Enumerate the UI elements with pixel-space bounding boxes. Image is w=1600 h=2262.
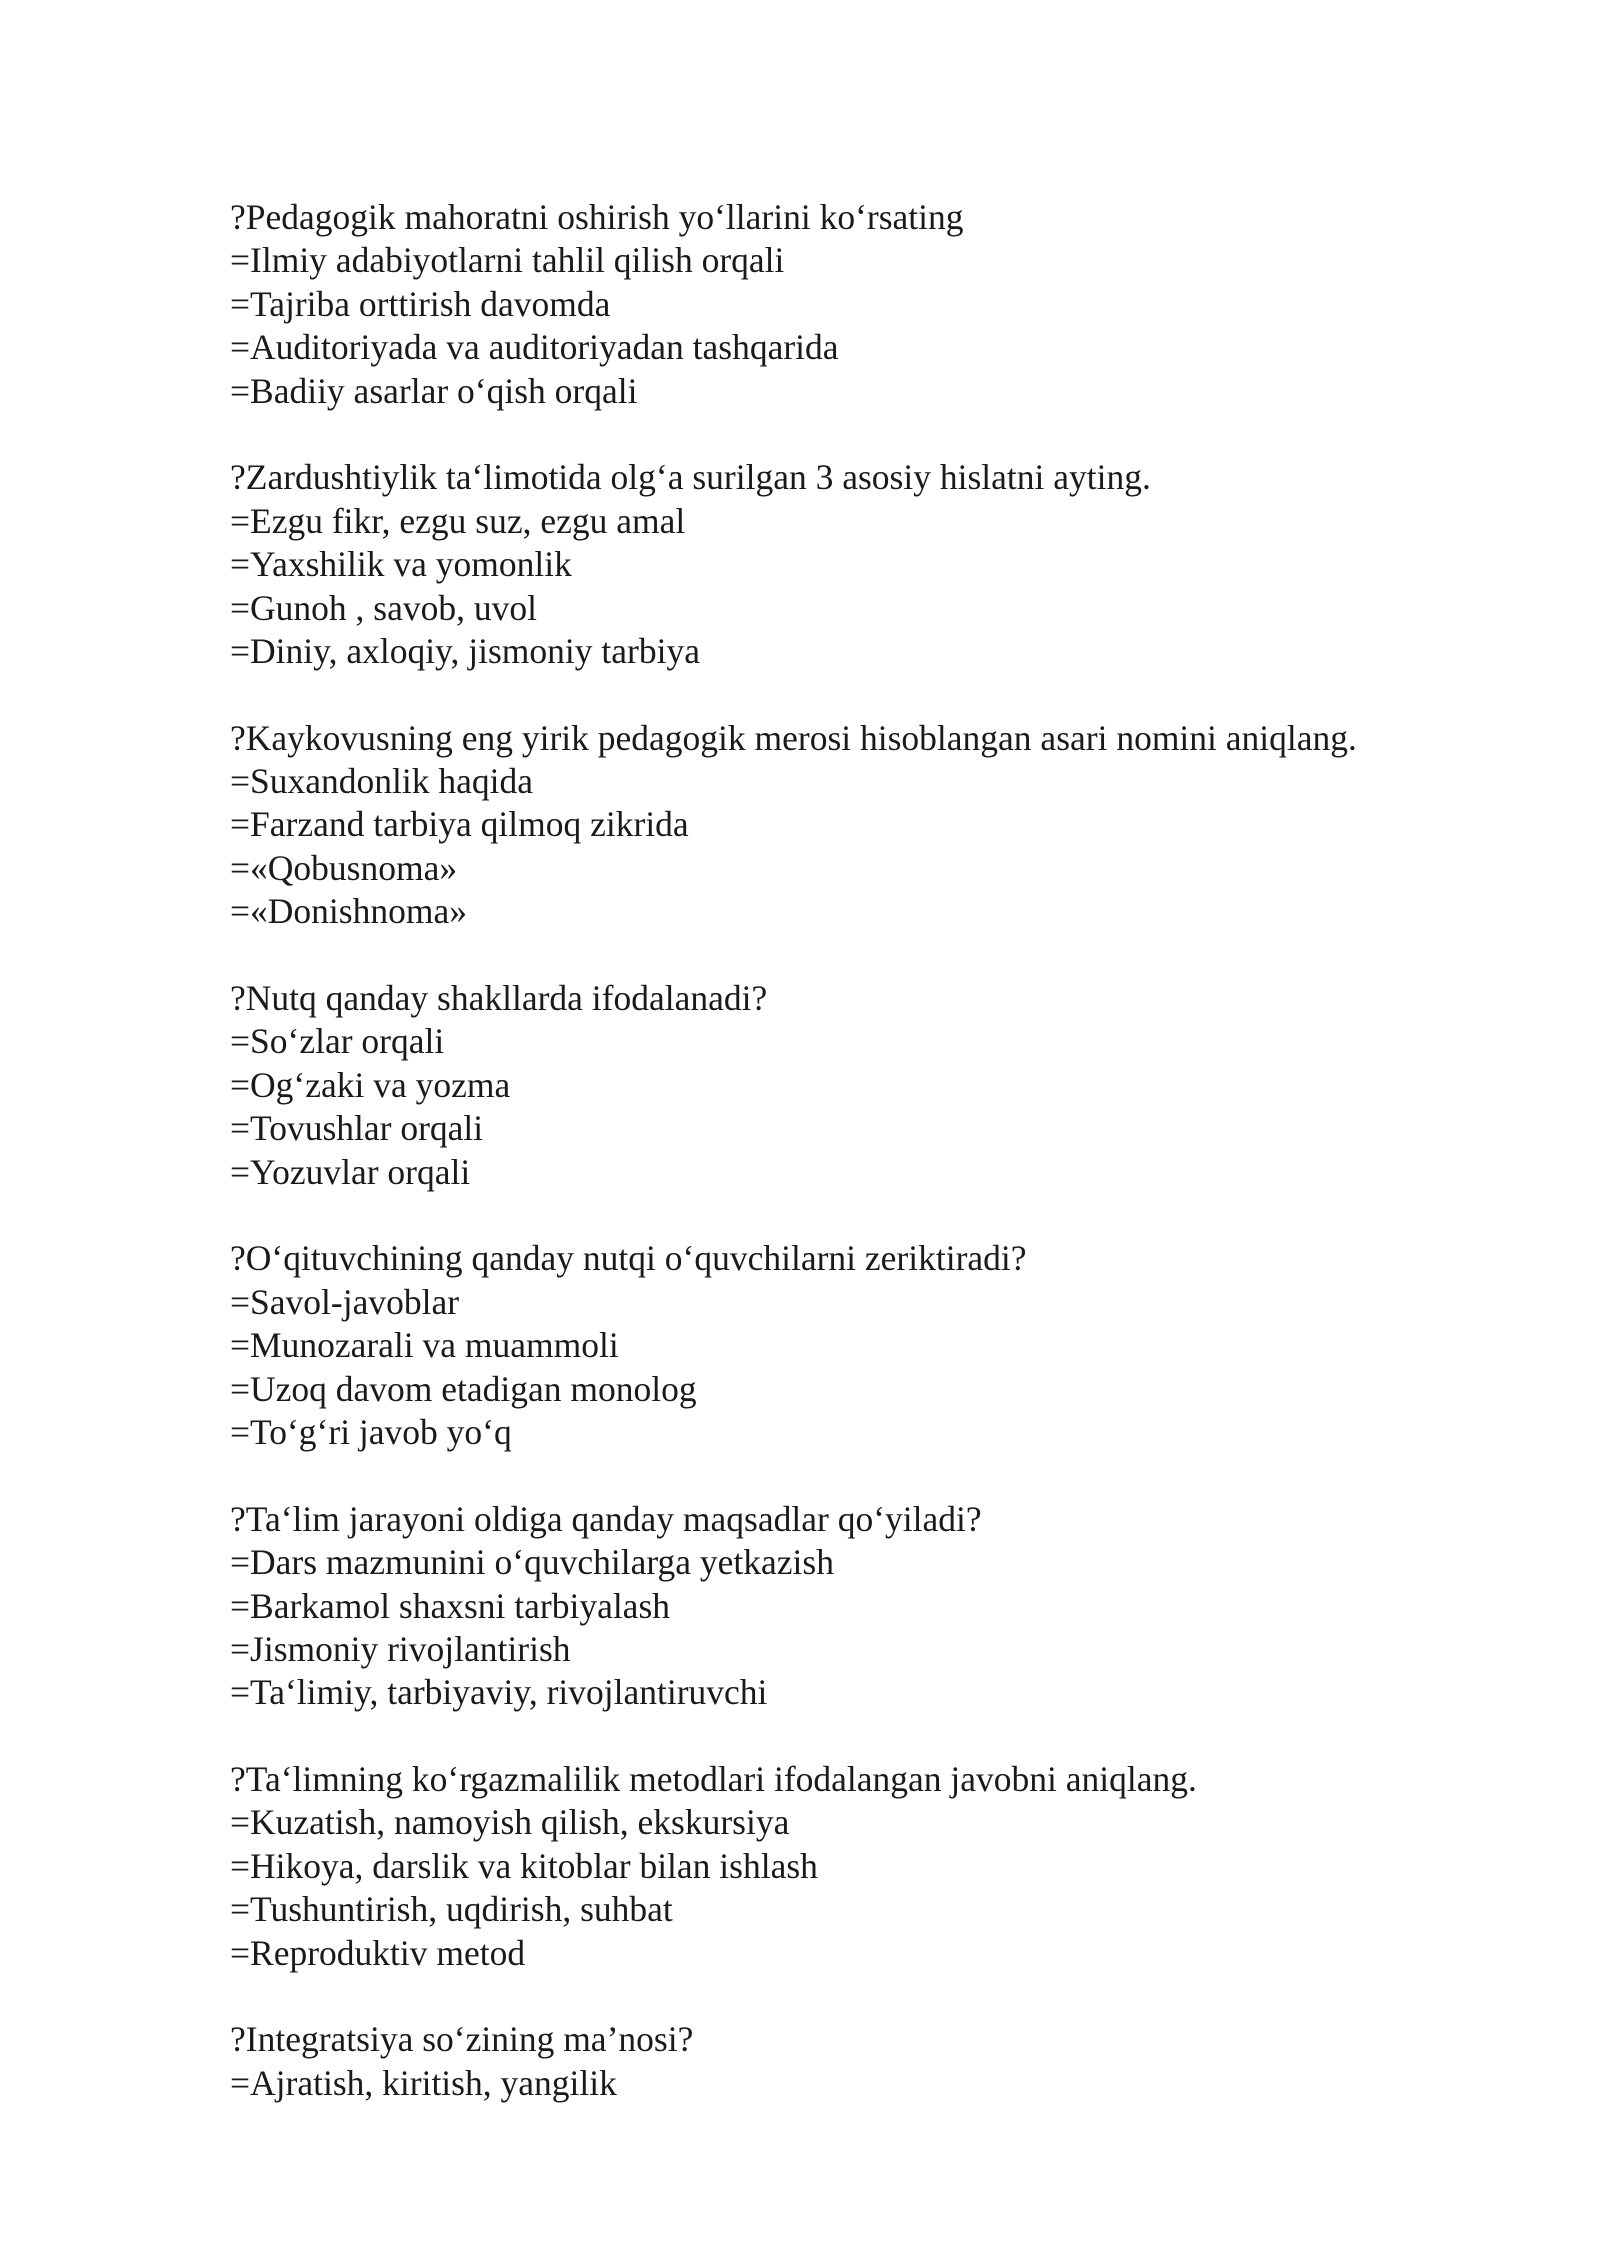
answer-option: =To‘g‘ri javob yo‘q [230, 1411, 512, 1452]
question-text: ?Integratsiya so‘zining ma’nosi? [230, 2019, 694, 2060]
answer-option: =Suxandonlik haqida [230, 761, 533, 802]
answer-option: =Farzand tarbiya qilmoq zikrida [230, 804, 689, 845]
answer-option: =Dars mazmunini o‘quvchilarga yetkazish [230, 1542, 834, 1583]
question-list [230, 196, 1510, 2105]
answer-option: =Munozarali va muammoli [230, 1325, 619, 1366]
question-block [230, 1758, 1510, 1975]
question-block [230, 196, 1510, 413]
answer-option: =Badiiy asarlar o‘qish orqali [230, 370, 638, 411]
answer-option: =Auditoriyada va auditoriyadan tashqarida [230, 327, 839, 368]
answer-option: =Reproduktiv metod [230, 1932, 526, 1973]
answer-option: =«Qobusnoma» [230, 847, 458, 888]
question-block [230, 2018, 1510, 2105]
answer-option: =Ajratish, kiritish, yangilik [230, 2062, 617, 2103]
question-block [230, 456, 1510, 673]
question-text: ?Ta‘lim jarayoni oldiga qanday maqsadlar qo‘yiladi? [230, 1498, 982, 1539]
answer-option: =Barkamol shaxsni tarbiyalash [230, 1585, 671, 1626]
answer-option: =Yozuvlar orqali [230, 1151, 471, 1192]
answer-option: =Tajriba orttirish davomda [230, 283, 611, 324]
answer-option: =Ezgu fikr, ezgu suz, ezgu amal [230, 500, 686, 541]
question-text: ?Nutq qanday shakllarda ifodalanadi? [230, 978, 768, 1019]
question-text: ?Zardushtiylik ta‘limotida olg‘a surilgan 3 asosiy hislatni ayting. [230, 457, 1151, 498]
answer-option: =Tovushlar orqali [230, 1108, 484, 1149]
answer-option: =Ilmiy adabiyotlarni tahlil qilish orqali [230, 240, 785, 281]
answer-option: =Yaxshilik va yomonlik [230, 544, 572, 585]
question-block [230, 1237, 1510, 1454]
answer-option: =Og‘zaki va yozma [230, 1064, 511, 1105]
answer-option: =Hikoya, darslik va kitoblar bilan ishlash [230, 1845, 818, 1886]
answer-option: =Tushuntirish, uqdirish, suhbat [230, 1889, 673, 1930]
answer-option: =Ta‘limiy, tarbiyaviy, rivojlantiruvchi [230, 1672, 768, 1713]
question-text: ?Kaykovusning eng yirik pedagogik merosi hisoblangan asari nomini aniqlang. [230, 717, 1357, 758]
answer-option: =Kuzatish, namoyish qilish, ekskursiya [230, 1802, 790, 1843]
answer-option: =So‘zlar orqali [230, 1021, 445, 1062]
question-block [230, 717, 1510, 934]
answer-option: =Uzoq davom etadigan monolog [230, 1368, 697, 1409]
question-text: ?Pedagogik mahoratni oshirish yo‘llarini ko‘rsating [230, 197, 964, 237]
question-text: ?O‘qituvchining qanday nutqi o‘quvchilarni zeriktiradi? [230, 1238, 1027, 1279]
question-block [230, 977, 1510, 1194]
answer-option: =Gunoh , savob, uvol [230, 587, 537, 628]
answer-option: =Jismoniy rivojlantirish [230, 1628, 571, 1669]
answer-option: =Diniy, axloqiy, jismoniy tarbiya [230, 630, 700, 671]
answer-option: =«Donishnoma» [230, 891, 467, 932]
question-text: ?Ta‘limning ko‘rgazmalilik metodlari ifodalangan javobni aniqlang. [230, 1759, 1197, 1800]
question-block [230, 1498, 1510, 1715]
answer-option: =Savol-javoblar [230, 1281, 460, 1322]
